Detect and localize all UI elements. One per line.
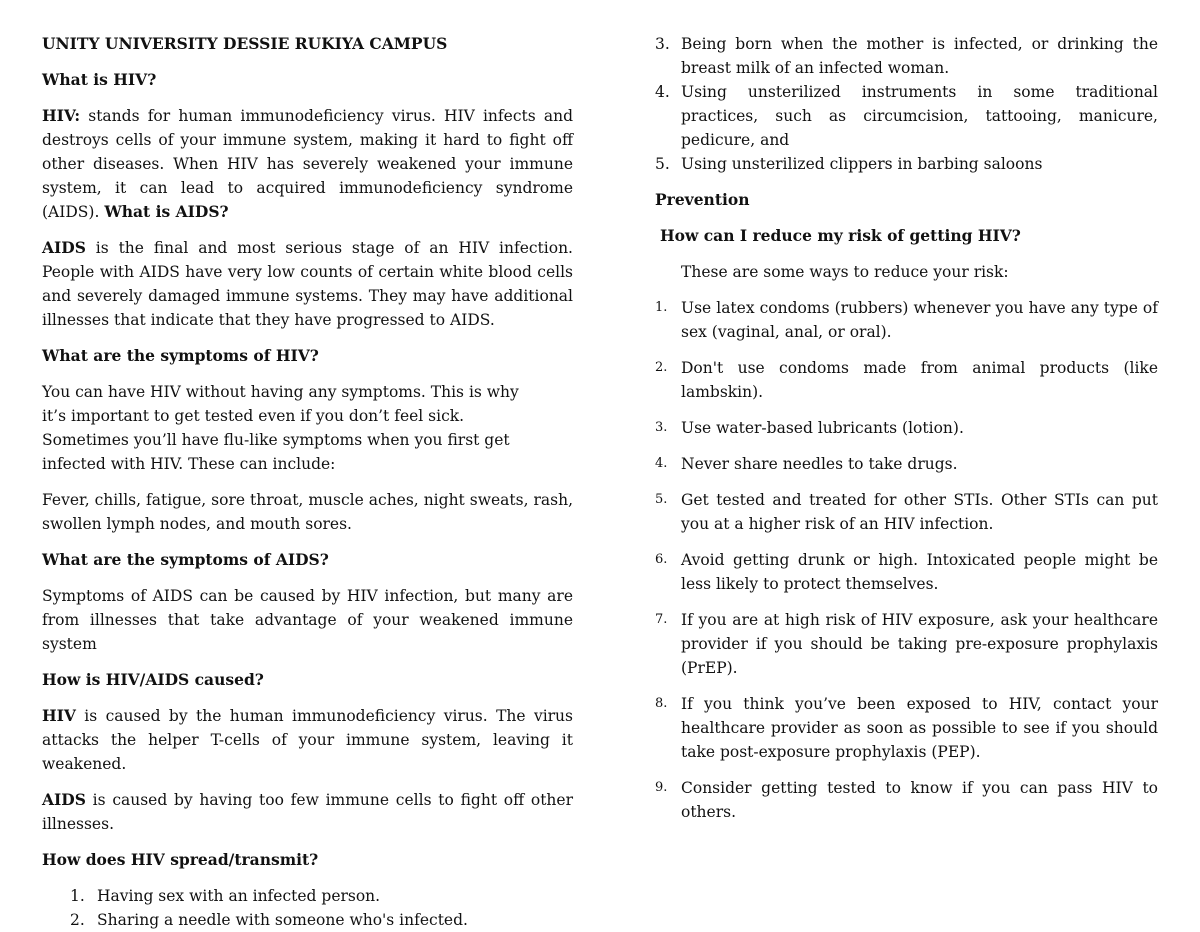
list-text: Consider getting tested to know if you can pass HIV to others. [681,779,1158,821]
aids-term: AIDS [42,238,86,257]
list-number: 4. [655,456,668,471]
list-text: Sharing a needle with someone who's infected. [97,911,468,929]
list-item [655,296,1158,344]
hiv-symptoms-list-text: Fever, chills, fatigue, sore throat, muscle aches, night sweats, rash, swollen lymph nodes, and mouth sores. [42,491,573,533]
list-item [655,80,1158,152]
heading-hiv-symptoms: What are the symptoms of HIV? [42,346,319,365]
list-text: If you are at high risk of HIV exposure, ask your healthcare provider if you should be taking pre-exposure prophylaxis (PrEP). [681,611,1158,677]
list-number: 2. [70,911,85,929]
prevention-list [655,296,1158,824]
list-item [655,452,1158,476]
spread-list-continued [655,32,1158,176]
aids-definition-text: is the final and most serious stage of an HIV infection. People with AIDS have very low counts of certain white blood cells and severely damaged immune systems. They may have additional illnesses that indicate that they have progressed to AIDS. [42,239,573,329]
list-number: 9. [655,780,668,795]
heading-what-is-hiv: What is HIV? [42,70,157,89]
list-item [655,152,1158,176]
list-text: Don't use condoms made from animal products (like lambskin). [681,359,1158,401]
list-item [655,32,1158,80]
list-text: Never share needles to take drugs. [681,455,958,473]
prevention-intro: These are some ways to reduce your risk: [681,263,1009,281]
heading-reduce-risk: How can I reduce my risk of getting HIV? [660,226,1021,245]
list-item [42,884,573,908]
hiv-cause [42,704,573,776]
list-text: Avoid getting drunk or high. Intoxicated people might be less likely to protect themselves. [681,551,1158,593]
hiv-symptoms-text: You can have HIV without having any symptoms. This is why it’s important to get tested even if you don’t feel sick. Sometimes you’ll have flu-like symptoms when you first get infected with HIV. These can include: [42,383,519,473]
aids-definition [42,236,573,332]
list-number: 5. [655,492,668,507]
list-number: 7. [655,612,668,627]
list-item [42,908,573,932]
list-number: 3. [655,420,668,435]
aids-cause-text: is caused by having too few immune cells to fight off other illnesses. [42,791,573,833]
right-column [655,32,1158,836]
list-item [655,608,1158,680]
list-text: If you think you’ve been exposed to HIV, contact your healthcare provider as soon as possible to see if you should take post-exposure prophylaxis (PEP). [681,695,1158,761]
campus-title: UNITY UNIVERSITY DESSIE RUKIYA CAMPUS [42,34,448,53]
heading-spread: How does HIV spread/transmit? [42,850,319,869]
list-number: 1. [655,300,668,315]
left-column [42,32,573,932]
list-item [655,416,1158,440]
list-text: Being born when the mother is infected, or drinking the breast milk of an infected woman. [681,35,1158,77]
list-text: Use water-based lubricants (lotion). [681,419,964,437]
heading-prevention: Prevention [655,190,750,209]
aids-cause [42,788,573,836]
list-item [655,488,1158,536]
list-number: 4. [655,83,670,101]
list-text: Get tested and treated for other STIs. Other STIs can put you at a higher risk of an HIV infection. [681,491,1158,533]
hiv-cause-term: HIV [42,706,76,725]
hiv-cause-text: is caused by the human immunodeficiency virus. The virus attacks the helper T-cells of your immune system, leaving it weakened. [42,707,573,773]
aids-symptoms-text: Symptoms of AIDS can be caused by HIV infection, but many are from illnesses that take advantage of your weakened immune system [42,587,573,653]
list-number: 8. [655,696,668,711]
list-number: 5. [655,155,670,173]
hiv-term: HIV: [42,106,81,125]
list-number: 6. [655,552,668,567]
aids-cause-term: AIDS [42,790,86,809]
heading-causes: How is HIV/AIDS caused? [42,670,264,689]
list-text: Using unsterilized clippers in barbing saloons [681,155,1043,173]
heading-what-is-aids: What is AIDS? [104,202,229,221]
list-item [655,548,1158,596]
spread-list [42,884,573,932]
list-text: Using unsterilized instruments in some traditional practices, such as circumcision, tattooing, manicure, pedicure, and [681,83,1158,149]
list-text: Having sex with an infected person. [97,887,381,905]
heading-aids-symptoms: What are the symptoms of AIDS? [42,550,329,569]
list-item [655,692,1158,764]
list-text: Use latex condoms (rubbers) whenever you have any type of sex (vaginal, anal, or oral). [681,299,1158,341]
list-number: 2. [655,360,668,375]
list-item [655,776,1158,824]
list-number: 3. [655,35,670,53]
hiv-definition [42,104,573,224]
list-number: 1. [70,887,85,905]
hiv-definition-text: stands for human immunodeficiency virus. HIV infects and destroys cells of your immune system, making it hard to fight off other diseases. When HIV has severely weakened your immune system, it can lead to acquired immunodeficiency syndrome (AIDS). [42,107,573,221]
list-item [655,356,1158,404]
